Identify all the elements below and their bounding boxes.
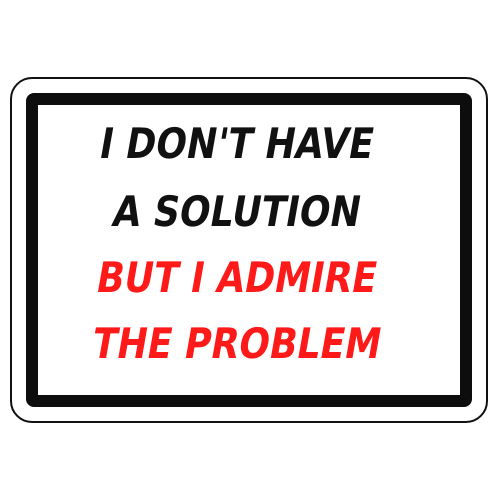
- sign-line-1: I DON'T HAVE: [95, 119, 379, 168]
- sign-line-2: A SOLUTION: [109, 187, 366, 236]
- sign-line-4: THE PROBLEM: [88, 319, 386, 368]
- sign-line-3: BUT I ADMIRE: [92, 253, 382, 302]
- sign: [10, 77, 488, 423]
